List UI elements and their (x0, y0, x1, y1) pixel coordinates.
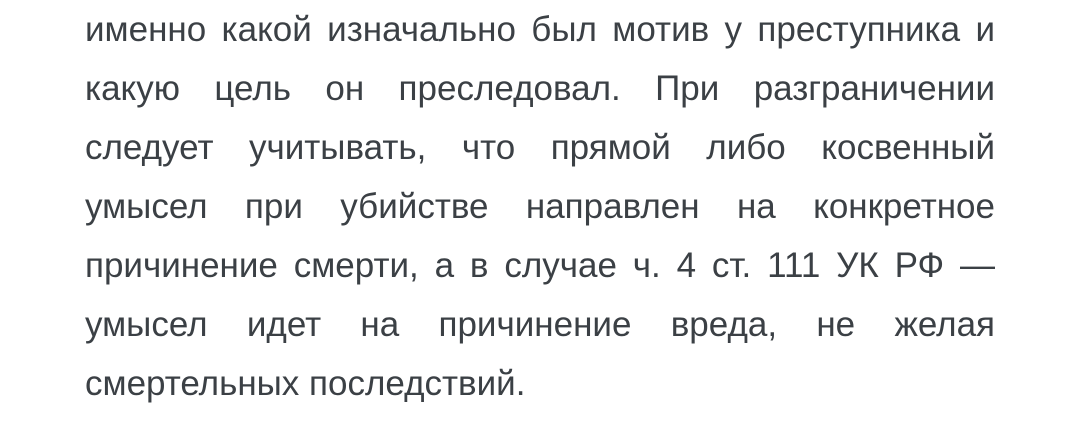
text-line: умысел при убийстве направлен на конкретное (85, 187, 995, 226)
text-line: какую цель он преследовал. При разграничении (85, 69, 995, 108)
text-line: именно какой изначально был мотив у преступника и (85, 10, 995, 49)
text-line: следует учитывать, что прямой либо косвенный (85, 128, 995, 167)
text-line: смертельных последствий. (85, 364, 526, 403)
text-line: умысел идет на причинение вреда, не желая (85, 305, 995, 344)
text-line: причинение смерти, а в случае ч. 4 ст. 111 УК РФ — (85, 246, 995, 285)
